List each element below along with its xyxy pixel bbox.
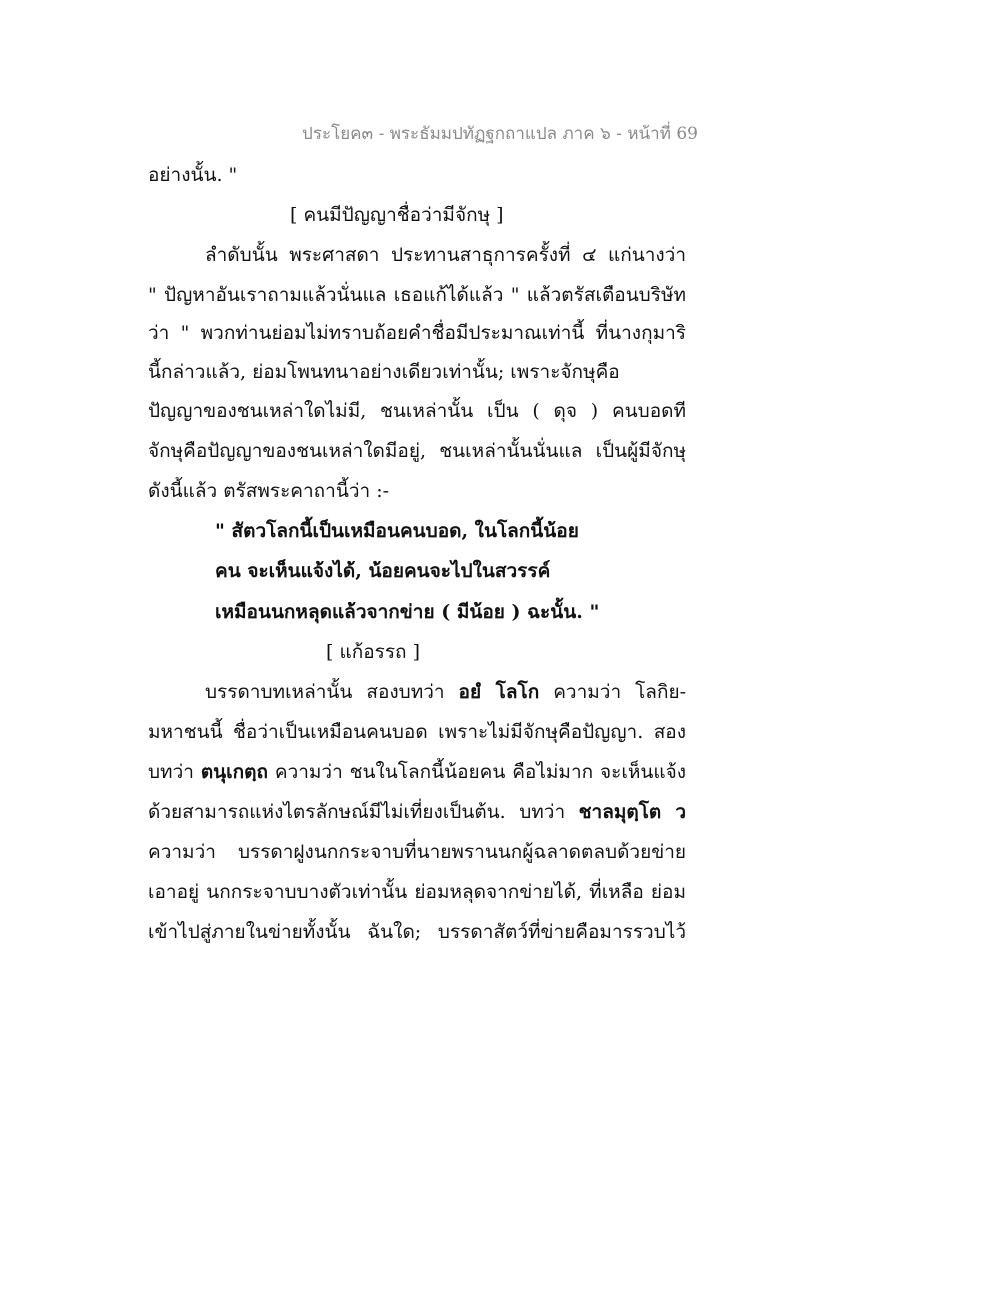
paragraph-line: ลำดับนั้น พระศาสดา ประทานสาธุการครั้งที่ ๔ แก่นางว่า <box>205 244 686 266</box>
pali-term: ชาลมุตฺโต ว <box>578 801 686 823</box>
paragraph-line: " ปัญหาอันเราถามแล้วนั่นแล เธอแก้ได้แล้ว " แล้วตรัสเตือนบริษัท <box>148 284 686 306</box>
commentary-line <box>148 757 686 787</box>
pali-term: ตนุเกตฺถ <box>200 761 268 783</box>
commentary-line: เอาอยู่ นกกระจาบบางตัวเท่านั้น ย่อมหลุดจากข่ายได้, ที่เหลือ ย่อม <box>148 881 686 903</box>
commentary-line: เข้าไปสู่ภายในข่ายทั้งนั้น ฉันใด; บรรดาสัตว์ที่ข่ายคือมารรวบไว้ <box>148 921 686 943</box>
page-header: ประโยค๓ - พระธัมมปทัฏฐกถาแปล ภาค ๖ - หน้าที่ 69 <box>302 124 698 144</box>
verse-line: " สัตวโลกนี้เป็นเหมือนคนบอด, ในโลกนี้น้อย <box>215 520 579 542</box>
section-title: [ คนมีปัญญาชื่อว่ามีจักษุ ] <box>290 204 504 226</box>
commentary-line <box>148 797 686 827</box>
text-line: อย่างนั้น. " <box>148 164 238 186</box>
verse-line: คน จะเห็นแจ้งได้, น้อยคนจะไปในสวรรค์ <box>215 560 551 582</box>
paragraph-line: จักษุคือปัญญาของชนเหล่าใดมีอยู่, ชนเหล่านั้นนั่นแล เป็นผู้มีจักษุ <box>148 440 686 462</box>
commentary-text: บรรดาบทเหล่านั้น สองบทว่า <box>205 681 445 703</box>
paragraph-line: ดังนี้แล้ว ตรัสพระคาถานี้ว่า :- <box>148 480 390 502</box>
verse-line: เหมือนนกหลุดแล้วจากข่าย ( มีน้อย ) ฉะนั้น. " <box>215 601 600 623</box>
paragraph-line: ว่า " พวกท่านย่อมไม่ทราบถ้อยคำชื่อมีประมาณเท่านี้ ที่นางกุมาริ <box>148 322 686 344</box>
commentary-text: ความว่า ชนในโลกนี้น้อยคน คือไม่มาก จะเห็นแจ้ง <box>274 761 686 783</box>
commentary-line: มหาชนนี้ ชื่อว่าเป็นเหมือนคนบอด เพราะไม่มีจักษุคือปัญญา. สอง <box>148 721 686 743</box>
commentary-text: ความว่า โลกิย- <box>553 681 686 703</box>
paragraph-line: ปัญญาของชนเหล่าใดไม่มี, ชนเหล่านั้น เป็น ( ดุจ ) คนบอดที <box>148 400 686 422</box>
commentary-line <box>205 677 686 707</box>
commentary-text: ด้วยสามารถแห่งไตรลักษณ์มีไม่เที่ยงเป็นต้น. บทว่า <box>148 801 566 823</box>
commentary-text: บทว่า <box>148 761 194 783</box>
pali-term: อยํ โลโก <box>458 681 540 703</box>
paragraph-line: นี้กล่าวแล้ว, ย่อมโพนทนาอย่างเดียวเท่านั้น; เพราะจักษุคือ <box>148 361 620 383</box>
commentary-title: [ แก้อรรถ ] <box>326 641 420 663</box>
commentary-line: ความว่า บรรดาฝูงนกกระจาบที่นายพรานนกผู้ฉลาดตลบด้วยข่าย <box>148 841 686 863</box>
